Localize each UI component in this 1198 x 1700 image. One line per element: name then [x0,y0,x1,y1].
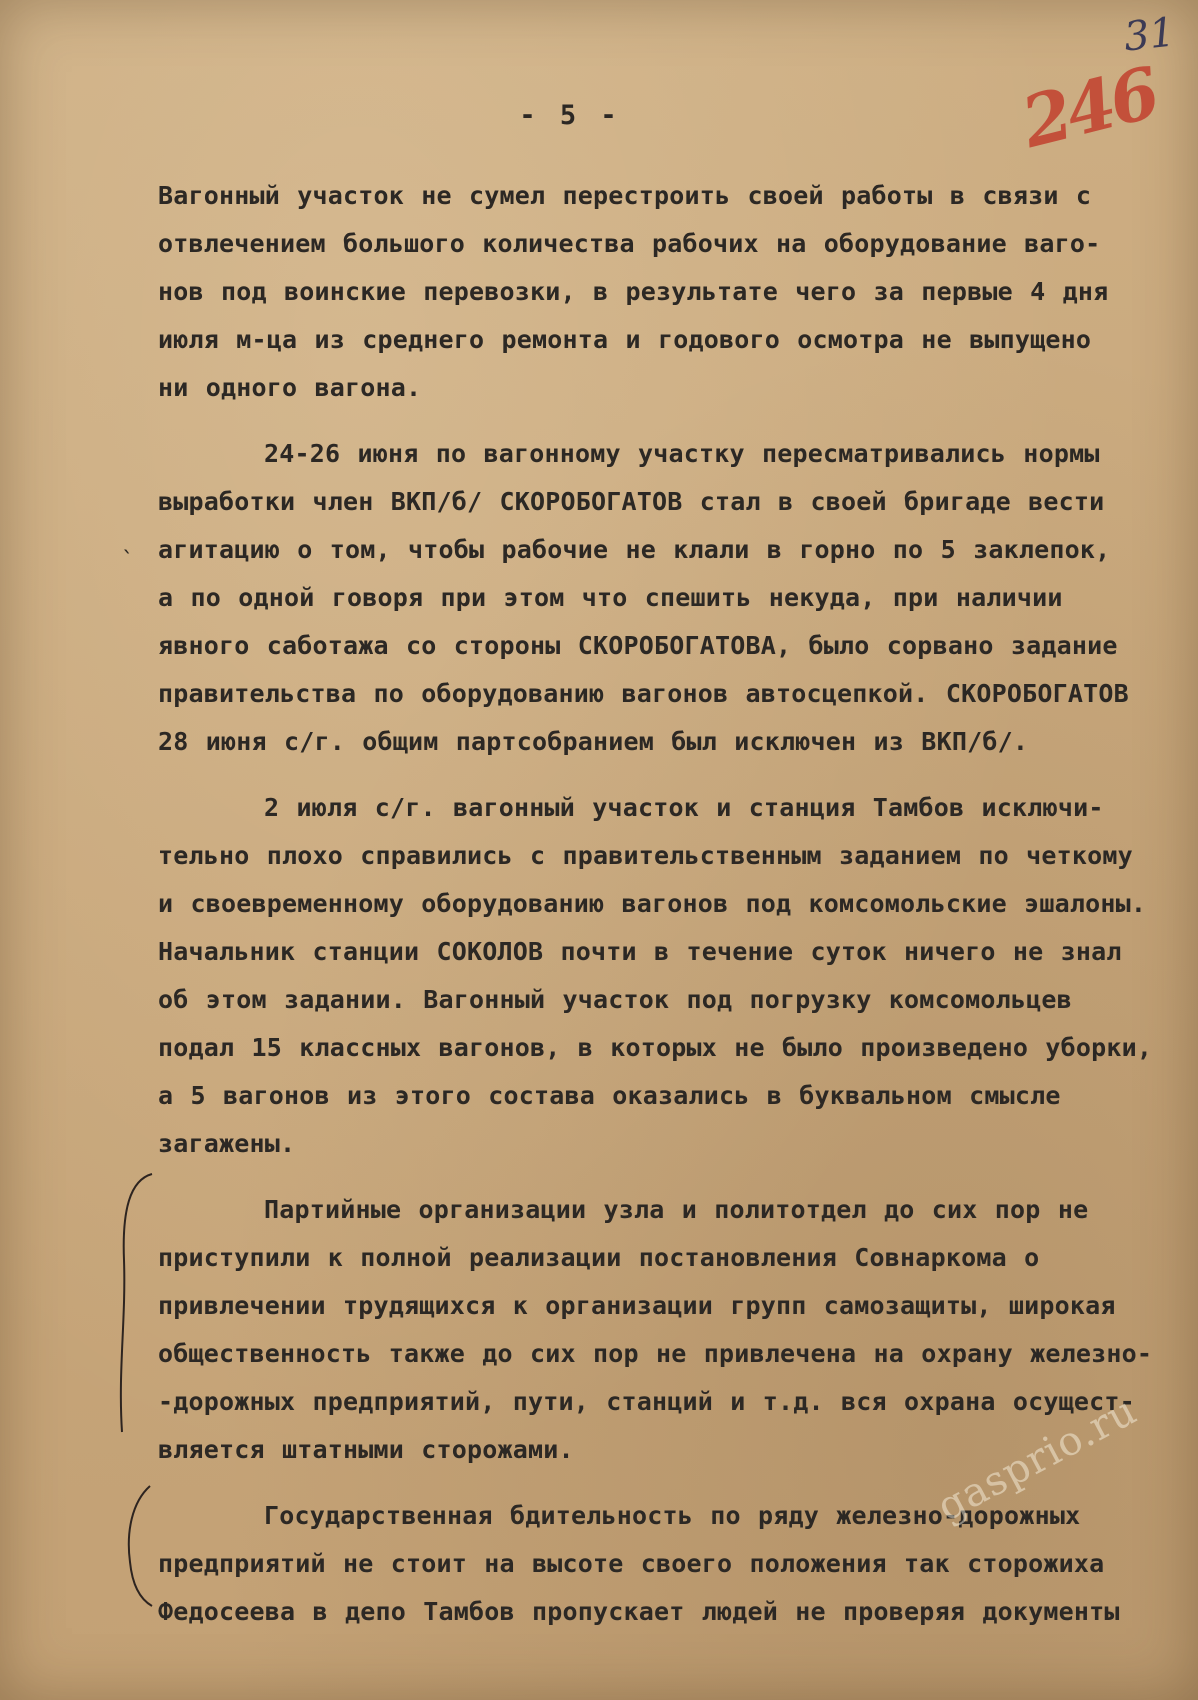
page-number: - 5 - [519,100,621,131]
text-line: об этом задании. Вагонный участок под погрузку комсомольцев [158,985,1072,1014]
text-line: Партийные организации узла и политотдел до сих пор не [264,1195,1089,1224]
text-line: выработки член ВКП/б/ СКОРОБОГАТОВ стал в своей бригаде вести [158,487,1105,516]
text-line: загажены. [158,1129,296,1158]
margin-bracket-mark-lower [112,1482,156,1612]
text-line: нов под воинские перевозки, в результате чего за первые 4 дня [158,277,1109,306]
site-watermark: gasprio.ru [930,1387,1145,1531]
text-line: предприятий не стоит на высоте своего положения так сторожиха [158,1549,1105,1578]
text-line: правительства по оборудованию вагонов автосцепкой. СКОРОБОГАТОВ [158,679,1129,708]
text-line: агитацию о том, чтобы рабочие не клали в горно по 5 заклепок, [158,535,1111,564]
paragraph-3 [158,784,1168,1168]
text-line: а по одной говоря при этом что спешить некуда, при наличии [158,583,1063,612]
text-line: Вагонный участок не сумел перестроить своей работы в связи с [158,181,1092,210]
folio-number: 31 [1121,9,1178,61]
text-line: общественность также до сих пор не привлечена на охрану железно- [158,1339,1153,1368]
archive-stamp-number: 246 [1013,51,1165,164]
text-line: 24-26 июня по вагонному участку пересматривались нормы [264,439,1100,468]
paragraph-5 [158,1492,1168,1636]
text-line: явного саботажа со стороны СКОРОБОГАТОВА, было сорвано задание [158,631,1118,660]
text-line: отвлечением большого количества рабочих на оборудование ваго- [158,229,1101,258]
text-line: 28 июня с/г. общим партсобранием был исключен из ВКП/б/. [158,727,1029,756]
text-line: вляется штатными сторожами. [158,1435,574,1464]
text-line: приступили к полной реализации постановления Совнаркома о [158,1243,1040,1272]
paragraph-1 [158,172,1168,412]
text-line: ни одного вагона. [158,373,422,402]
text-line: июля м-ца из среднего ремонта и годового осмотра не выпущено [158,325,1092,354]
margin-tick-mark: ˎ [120,528,134,553]
text-line: подал 15 классных вагонов, в которых не было произведено уборки, [158,1033,1153,1062]
text-line: привлечении трудящихся к организации групп самозащиты, широкая [158,1291,1116,1320]
text-line: 2 июля с/г. вагонный участок и станция Тамбов исключи- [264,793,1104,822]
paragraph-2 [158,430,1168,766]
document-body [158,172,1168,1654]
text-line: а 5 вагонов из этого состава оказались в буквальном смысле [158,1081,1061,1110]
text-line: -дорожных предприятий, пути, станций и т.д. вся охрана осущест- [158,1387,1135,1416]
text-line: Начальник станции СОКОЛОВ почти в течение суток ничего не знал [158,937,1122,966]
margin-bracket-mark [112,1170,156,1440]
text-line: Государственная бдительность по ряду железно-дорожных [264,1501,1081,1530]
text-line: и своевременному оборудованию вагонов под комсомольские эшалоны. [158,889,1147,918]
paragraph-4 [158,1186,1168,1474]
text-line: Федосеева в депо Тамбов пропускает людей не проверяя документы [158,1597,1120,1626]
text-line: тельно плохо справились с правительственным заданием по четкому [158,841,1133,870]
